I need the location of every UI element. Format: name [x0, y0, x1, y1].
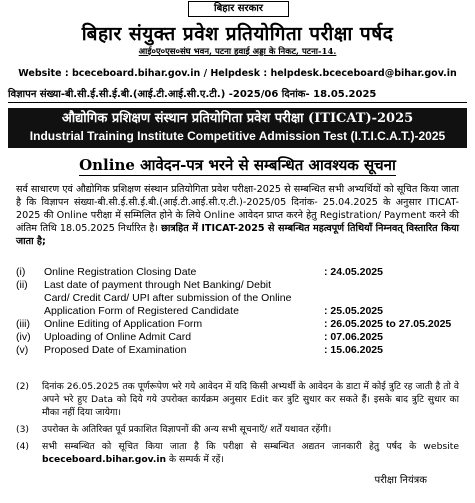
note-3	[16, 423, 459, 436]
website-label: Website :	[18, 68, 69, 79]
intro-paragraph	[16, 183, 459, 248]
note-text: उपरोक्त के अतिरिक्त पूर्व प्रकाशित विज्ञापनों की अन्य सभी सूचनाएँ/ शर्तें यथावत रहेंगी।	[42, 424, 332, 435]
intro-highlight: छात्रहित में ITICAT-2025 से सम्बन्धित महत्वपूर्ण तिथियाँ निम्नवत् विस्तारित किया जाता है;	[16, 223, 459, 247]
note-text: सभी सम्बन्धित को सूचित किया जाता है कि परीक्षा से सम्बन्धित अद्यतन जानकारी हेतु पर्षद के website	[42, 441, 459, 452]
row-label: Online Editing of Application Form	[44, 318, 203, 330]
signature: परीक्षा नियंत्रक	[374, 475, 427, 486]
schedule-row	[16, 331, 459, 344]
row-value: : 25.05.2025	[324, 305, 383, 317]
banner-hindi: औद्योगिक प्रशिक्षण संस्थान प्रतियोगिता प्रवेश परीक्षा (ITICAT)-2025	[61, 111, 414, 126]
exam-banner	[8, 108, 467, 148]
note-tail: के सम्पर्क में रहें।	[169, 454, 224, 465]
row-number: (iii)	[16, 318, 30, 330]
helpdesk-email[interactable]: helpdesk.bceceboard@bihar.gov.in	[270, 68, 457, 79]
row-value: : 07.06.2025	[324, 331, 383, 343]
board-address: आई०ए०एस०संघ भवन, पटना हवाई अड्डा के निकट, पटना-14.	[138, 47, 337, 57]
note-website-link[interactable]: bceceboard.bihar.gov.in	[42, 454, 167, 465]
row-label: Last date of payment through Net Banking/ Debit	[44, 279, 272, 291]
contact-line	[0, 68, 475, 79]
schedule-row	[16, 318, 459, 331]
helpdesk-label: / Helpdesk :	[203, 68, 268, 79]
row-value: : 15.06.2025	[324, 344, 383, 356]
row-number: (v)	[16, 344, 29, 356]
row-value: : 24.05.2025	[324, 266, 383, 278]
schedule-row	[16, 279, 459, 292]
row-number: (iv)	[16, 331, 31, 343]
note-number: (2)	[16, 381, 30, 392]
row-label-cont: Application Form of Registered Candidate	[44, 305, 239, 317]
row-value: : 26.05.2025 to 27.05.2025	[324, 318, 452, 330]
row-label: Proposed Date of Examination	[44, 344, 187, 356]
schedule-row	[16, 305, 459, 318]
note-text: दिनांक 26.05.2025 तक पूर्णरूपेण भरे गये आवेदन में यदि किसी अभ्यर्थी के आवेदन के डाटा में कोई त्रुटि रह जाती है तो वे अपने भरे हुए Data को दिये गये उपरोक्त कार्यक्रम अनुसार Edit कर त्रुटि सुधार कर सकते हैं। इसके बाद त्रुटि सुधार का मौका नहीं दिया जायेगा।	[42, 381, 459, 418]
board-title: बिहार संयुक्त प्रवेश प्रतियोगिता परीक्षा पर्षद	[81, 23, 394, 45]
row-number: (ii)	[16, 279, 28, 291]
govt-label: बिहार सरकार	[188, 1, 289, 17]
note-number: (4)	[16, 441, 30, 452]
banner-english: Industrial Training Institute Competitive Admission Test (I.T.I.C.A.T.)-2025	[29, 129, 446, 143]
intro-text: सर्व साधारण एवं औद्योगिक प्रशिक्षण संस्थान प्रतियोगिता प्रवेश परीक्षा-2025 से सम्बन्धित सभी अभ्यर्थियों को सूचित किया जाता है कि विज्ञापन संख्या-बी.सी.ई.सी.ई.बी.(आई.टी.आई.सी.ए.टी.)-2025/05 दिनांक- 25.04.2025 के अनुसार ITICAT-2025 की Online परीक्षा में सम्मिलित होने के लिये Online आवेदन प्राप्त करने हेतु Registration/ Payment करने की अंतिम तिथि 18.05.2025 निर्धारित है।	[16, 184, 459, 234]
row-number: (i)	[16, 266, 26, 278]
row-label: Uploading of Online Admit Card	[44, 331, 192, 343]
note-2	[16, 380, 459, 419]
note-number: (3)	[16, 424, 30, 435]
row-label: Online Registration Closing Date	[44, 266, 197, 278]
notice-subject	[0, 155, 475, 175]
subject-text: Online आवेदन-पत्र भरने से सम्बन्धित आवश्यक सूचना	[79, 156, 396, 174]
schedule-row	[16, 344, 459, 357]
website-link[interactable]: bceceboard.bihar.gov.in	[71, 68, 201, 79]
schedule-list	[16, 266, 459, 357]
note-4	[16, 440, 459, 466]
advertisement-number: विज्ञापन संख्या-बी.सी.ई.सी.ई.बी.(आई.टी.आई.सी.ए.टी.) -2025/06 दिनांक- 18.05.2025	[8, 86, 467, 103]
row-label-cont: Card/ Credit Card/ UPI after submission of the Online	[44, 292, 292, 304]
schedule-row	[16, 266, 459, 279]
